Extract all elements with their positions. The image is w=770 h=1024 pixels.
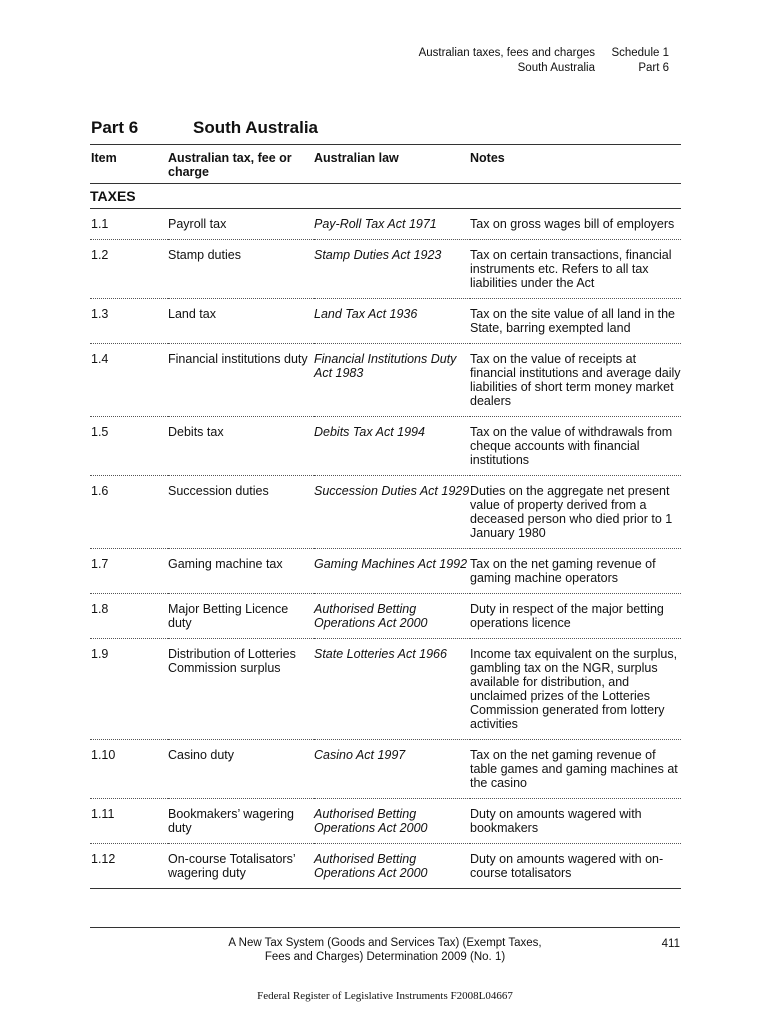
notes-cell: Tax on gross wages bill of employers [470, 209, 681, 240]
part-name: South Australia [193, 118, 318, 137]
charge-cell: Succession duties [168, 476, 314, 549]
notes-cell: Tax on the site value of all land in the State, barring exempted land [470, 299, 681, 344]
table-row [90, 549, 681, 594]
section-heading-row [90, 184, 681, 209]
column-header-charge: Australian tax, fee or charge [168, 145, 314, 184]
running-header-right [605, 46, 669, 76]
header-subtitle: South Australia [517, 62, 595, 74]
law-cell: Succession Duties Act 1929 [314, 476, 470, 549]
column-header-law: Australian law [314, 145, 470, 184]
item-cell: 1.12 [90, 844, 168, 889]
header-part: Part 6 [638, 62, 669, 74]
law-cell: Gaming Machines Act 1992 [314, 549, 470, 594]
charge-cell: Bookmakers’ wagering duty [168, 799, 314, 844]
table-row [90, 844, 681, 889]
law-cell: Stamp Duties Act 1923 [314, 240, 470, 299]
item-cell: 1.4 [90, 344, 168, 417]
table-row [90, 299, 681, 344]
law-cell: Financial Institutions Duty Act 1983 [314, 344, 470, 417]
column-header-item: Item [90, 145, 168, 184]
header-schedule: Schedule 1 [611, 47, 669, 59]
item-cell: 1.5 [90, 417, 168, 476]
notes-cell: Tax on the value of withdrawals from cheque accounts with financial institutions [470, 417, 681, 476]
register-reference: Federal Register of Legislative Instruments F2008L04667 [257, 990, 513, 1002]
item-cell: 1.3 [90, 299, 168, 344]
law-cell: Authorised Betting Operations Act 2000 [314, 594, 470, 639]
item-cell: 1.2 [90, 240, 168, 299]
table-row [90, 240, 681, 299]
table-row [90, 417, 681, 476]
charge-cell: Gaming machine tax [168, 549, 314, 594]
law-cell: Authorised Betting Operations Act 2000 [314, 799, 470, 844]
notes-cell: Tax on the net gaming revenue of table games and gaming machines at the casino [470, 740, 681, 799]
item-cell: 1.1 [90, 209, 168, 240]
page-number: 411 [661, 938, 680, 950]
running-header-left [400, 46, 595, 76]
charge-cell: On-course Totalisators’ wagering duty [168, 844, 314, 889]
charge-cell: Payroll tax [168, 209, 314, 240]
item-cell: 1.10 [90, 740, 168, 799]
footer-citation [205, 936, 565, 964]
table-row [90, 344, 681, 417]
charge-cell: Stamp duties [168, 240, 314, 299]
notes-cell: Duties on the aggregate net present value of property derived from a deceased person who died prior to 1 January 1980 [470, 476, 681, 549]
item-cell: 1.8 [90, 594, 168, 639]
footer-citation-line1: A New Tax System (Goods and Services Tax) (Exempt Taxes, [228, 937, 542, 949]
header-title: Australian taxes, fees and charges [418, 47, 595, 59]
law-cell: Debits Tax Act 1994 [314, 417, 470, 476]
table-row [90, 799, 681, 844]
charge-cell: Debits tax [168, 417, 314, 476]
part-number: Part 6 [91, 118, 139, 137]
notes-cell: Income tax equivalent on the surplus, gambling tax on the NGR, surplus available for distribution, and unclaimed prizes of the Lotteries Commission generated from lottery activities [470, 639, 681, 740]
table-row [90, 476, 681, 549]
footer-divider [90, 927, 680, 928]
law-cell: Authorised Betting Operations Act 2000 [314, 844, 470, 889]
table-row [90, 209, 681, 240]
notes-cell: Tax on the value of receipts at financial institutions and average daily liabilities of short term money market dealers [470, 344, 681, 417]
table-row [90, 639, 681, 740]
schedule-table [90, 144, 681, 889]
item-cell: 1.9 [90, 639, 168, 740]
column-header-notes: Notes [470, 145, 681, 184]
table-row [90, 740, 681, 799]
notes-cell: Duty on amounts wagered with bookmakers [470, 799, 681, 844]
notes-cell: Tax on the net gaming revenue of gaming machine operators [470, 549, 681, 594]
notes-cell: Tax on certain transactions, financial instruments etc. Refers to all tax liabilities under the Act [470, 240, 681, 299]
charge-cell: Major Betting Licence duty [168, 594, 314, 639]
table-row [90, 594, 681, 639]
section-heading: TAXES [90, 184, 681, 209]
law-cell: Land Tax Act 1936 [314, 299, 470, 344]
item-cell: 1.6 [90, 476, 168, 549]
notes-cell: Duty in respect of the major betting operations licence [470, 594, 681, 639]
charge-cell: Financial institutions duty [168, 344, 314, 417]
footer-citation-line2: Fees and Charges) Determination 2009 (No. 1) [264, 951, 506, 963]
charge-cell: Casino duty [168, 740, 314, 799]
table-header-row [90, 145, 681, 184]
charge-cell: Land tax [168, 299, 314, 344]
item-cell: 1.11 [90, 799, 168, 844]
part-heading [91, 118, 681, 140]
notes-cell: Duty on amounts wagered with on-course totalisators [470, 844, 681, 889]
charge-cell: Distribution of Lotteries Commission surplus [168, 639, 314, 740]
law-cell: Casino Act 1997 [314, 740, 470, 799]
item-cell: 1.7 [90, 549, 168, 594]
law-cell: State Lotteries Act 1966 [314, 639, 470, 740]
law-cell: Pay-Roll Tax Act 1971 [314, 209, 470, 240]
